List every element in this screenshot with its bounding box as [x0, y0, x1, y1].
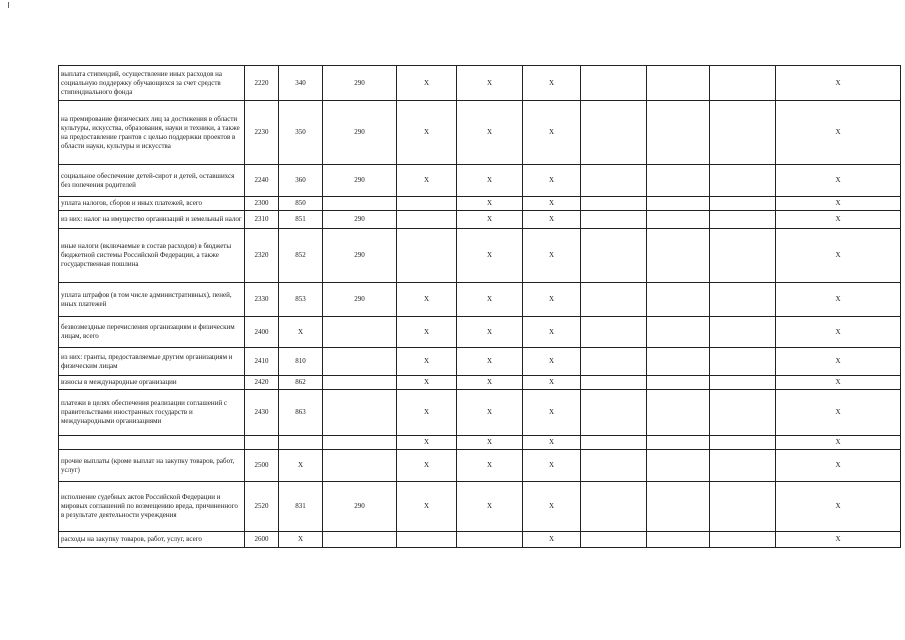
- row-line-code: 2240: [245, 165, 279, 197]
- row-col-10: [710, 532, 776, 548]
- row-col-7: X: [523, 450, 581, 482]
- row-col-5: X: [397, 66, 457, 101]
- table-body: [59, 66, 901, 548]
- row-code-2: [323, 450, 397, 482]
- row-code-2: [323, 532, 397, 548]
- row-col-10: [710, 165, 776, 197]
- table-row: [59, 197, 901, 211]
- row-col-6: X: [457, 317, 523, 348]
- row-col-7: X: [523, 376, 581, 390]
- row-col-6: X: [457, 229, 523, 283]
- row-code-2: 290: [323, 165, 397, 197]
- row-col-11: X: [776, 436, 901, 450]
- row-col-8: [581, 390, 647, 436]
- row-col-10: [710, 211, 776, 229]
- row-col-7: X: [523, 197, 581, 211]
- row-col-11: X: [776, 450, 901, 482]
- row-line-code: 2300: [245, 197, 279, 211]
- row-col-11: X: [776, 211, 901, 229]
- row-col-8: [581, 450, 647, 482]
- row-col-8: [581, 197, 647, 211]
- row-col-7: X: [523, 211, 581, 229]
- row-col-10: [710, 390, 776, 436]
- row-code-1: 862: [279, 376, 323, 390]
- row-col-8: [581, 376, 647, 390]
- row-col-6: X: [457, 197, 523, 211]
- row-col-5: X: [397, 436, 457, 450]
- table-row: [59, 390, 901, 436]
- table-row: [59, 348, 901, 376]
- row-col-9: [647, 532, 710, 548]
- row-col-9: [647, 165, 710, 197]
- row-col-7: X: [523, 229, 581, 283]
- row-col-5: [397, 197, 457, 211]
- row-code-2: [323, 436, 397, 450]
- row-col-10: [710, 317, 776, 348]
- row-col-7: X: [523, 348, 581, 376]
- row-code-1: 853: [279, 283, 323, 317]
- row-line-code: 2500: [245, 450, 279, 482]
- page-edge-mark: [8, 2, 9, 8]
- row-name: исполнение судебных актов Российской Федерации и мировых соглашений по возмещению вреда, причиненного в результате деятельности учреждения: [59, 482, 245, 532]
- row-col-10: [710, 229, 776, 283]
- row-col-10: [710, 66, 776, 101]
- row-code-1: X: [279, 532, 323, 548]
- row-name: [59, 436, 245, 450]
- row-name: безвозмездные перечисления организациям и физическим лицам, всего: [59, 317, 245, 348]
- row-col-5: X: [397, 450, 457, 482]
- table-row: [59, 165, 901, 197]
- row-line-code: 2310: [245, 211, 279, 229]
- row-col-8: [581, 66, 647, 101]
- row-col-5: X: [397, 165, 457, 197]
- row-col-11: X: [776, 283, 901, 317]
- row-col-8: [581, 317, 647, 348]
- row-col-6: X: [457, 436, 523, 450]
- row-col-10: [710, 376, 776, 390]
- row-name: уплата налогов, сборов и иных платежей, всего: [59, 197, 245, 211]
- row-col-6: X: [457, 211, 523, 229]
- row-col-11: X: [776, 390, 901, 436]
- row-col-7: X: [523, 317, 581, 348]
- row-col-7: X: [523, 390, 581, 436]
- row-code-2: [323, 348, 397, 376]
- row-line-code: 2420: [245, 376, 279, 390]
- row-code-2: [323, 376, 397, 390]
- row-col-7: X: [523, 482, 581, 532]
- row-col-6: X: [457, 348, 523, 376]
- row-col-9: [647, 229, 710, 283]
- row-col-6: X: [457, 390, 523, 436]
- row-col-7: X: [523, 436, 581, 450]
- row-name: социальное обеспечение детей-сирот и детей, оставшихся без попечения родителей: [59, 165, 245, 197]
- row-name: уплата штрафов (в том числе административных), пеней, иных платежей: [59, 283, 245, 317]
- row-line-code: [245, 436, 279, 450]
- row-col-9: [647, 317, 710, 348]
- table-row: [59, 211, 901, 229]
- row-col-10: [710, 450, 776, 482]
- row-col-8: [581, 482, 647, 532]
- row-col-9: [647, 283, 710, 317]
- row-col-6: X: [457, 165, 523, 197]
- table-row: [59, 482, 901, 532]
- row-col-11: X: [776, 101, 901, 165]
- row-col-5: X: [397, 317, 457, 348]
- row-col-11: X: [776, 66, 901, 101]
- row-col-7: X: [523, 532, 581, 548]
- row-col-8: [581, 436, 647, 450]
- row-line-code: 2430: [245, 390, 279, 436]
- row-col-11: X: [776, 482, 901, 532]
- row-col-10: [710, 197, 776, 211]
- row-col-7: X: [523, 101, 581, 165]
- row-col-9: [647, 376, 710, 390]
- row-name: расходы на закупку товаров, работ, услуг, всего: [59, 532, 245, 548]
- row-name: из них: гранты, предоставляемые другим организациям и физическим лицам: [59, 348, 245, 376]
- row-line-code: 2520: [245, 482, 279, 532]
- row-code-1: 810: [279, 348, 323, 376]
- table-row: [59, 436, 901, 450]
- row-code-2: 290: [323, 283, 397, 317]
- row-col-7: X: [523, 283, 581, 317]
- row-col-9: [647, 101, 710, 165]
- row-line-code: 2400: [245, 317, 279, 348]
- row-code-2: 290: [323, 482, 397, 532]
- row-col-5: X: [397, 101, 457, 165]
- row-col-5: X: [397, 482, 457, 532]
- row-code-2: [323, 317, 397, 348]
- table-row: [59, 66, 901, 101]
- row-col-9: [647, 482, 710, 532]
- row-col-9: [647, 390, 710, 436]
- row-col-9: [647, 450, 710, 482]
- row-code-1: 360: [279, 165, 323, 197]
- row-col-11: X: [776, 532, 901, 548]
- row-line-code: 2330: [245, 283, 279, 317]
- row-col-9: [647, 436, 710, 450]
- row-line-code: 2220: [245, 66, 279, 101]
- row-code-1: 852: [279, 229, 323, 283]
- row-line-code: 2230: [245, 101, 279, 165]
- row-col-5: [397, 211, 457, 229]
- row-col-6: X: [457, 450, 523, 482]
- row-code-2: [323, 390, 397, 436]
- row-code-1: X: [279, 317, 323, 348]
- row-col-11: X: [776, 165, 901, 197]
- row-col-11: X: [776, 197, 901, 211]
- row-col-9: [647, 348, 710, 376]
- row-code-1: 350: [279, 101, 323, 165]
- row-col-11: X: [776, 376, 901, 390]
- row-line-code: 2320: [245, 229, 279, 283]
- row-line-code: 2600: [245, 532, 279, 548]
- row-name: платежи в целях обеспечения реализации соглашений с правительствами иностранных государств и международными организациями: [59, 390, 245, 436]
- row-col-9: [647, 197, 710, 211]
- row-name: иные налоги (включаемые в состав расходов) в бюджеты бюджетной системы Российской Федерации, а также государственная пошлина: [59, 229, 245, 283]
- row-col-5: [397, 229, 457, 283]
- row-col-8: [581, 211, 647, 229]
- row-name: из них: налог на имущество организаций и земельный налог: [59, 211, 245, 229]
- row-line-code: 2410: [245, 348, 279, 376]
- table-row: [59, 283, 901, 317]
- row-name: на премирование физических лиц за достижения в области культуры, искусства, образования, науки и техники, а также на предоставление грантов с целью поддержки проектов в области науки, культуры и искусства: [59, 101, 245, 165]
- row-col-6: X: [457, 66, 523, 101]
- row-col-7: X: [523, 66, 581, 101]
- row-code-1: 850: [279, 197, 323, 211]
- row-name: взносы в международные организации: [59, 376, 245, 390]
- row-code-1: 851: [279, 211, 323, 229]
- row-code-2: 290: [323, 229, 397, 283]
- row-col-6: X: [457, 283, 523, 317]
- row-col-10: [710, 101, 776, 165]
- row-col-5: X: [397, 283, 457, 317]
- row-col-8: [581, 229, 647, 283]
- row-col-10: [710, 482, 776, 532]
- row-col-5: X: [397, 390, 457, 436]
- row-col-10: [710, 348, 776, 376]
- row-col-8: [581, 532, 647, 548]
- row-name: прочие выплаты (кроме выплат на закупку товаров, работ, услуг): [59, 450, 245, 482]
- row-col-7: X: [523, 165, 581, 197]
- table-row: [59, 376, 901, 390]
- row-code-1: [279, 436, 323, 450]
- row-code-2: 290: [323, 66, 397, 101]
- row-col-6: X: [457, 101, 523, 165]
- row-col-6: [457, 532, 523, 548]
- table-row: [59, 229, 901, 283]
- row-col-6: X: [457, 376, 523, 390]
- row-col-5: X: [397, 348, 457, 376]
- row-name: выплата стипендий, осуществление иных расходов на социальную поддержку обучающихся за счет средств стипендиального фонда: [59, 66, 245, 101]
- expenses-table: [58, 65, 901, 548]
- table-row: [59, 532, 901, 548]
- row-col-8: [581, 165, 647, 197]
- row-col-8: [581, 348, 647, 376]
- row-code-2: 290: [323, 211, 397, 229]
- table-row: [59, 101, 901, 165]
- row-col-5: X: [397, 376, 457, 390]
- row-col-9: [647, 66, 710, 101]
- row-col-5: [397, 532, 457, 548]
- table-row: [59, 317, 901, 348]
- row-col-6: X: [457, 482, 523, 532]
- row-col-11: X: [776, 229, 901, 283]
- row-col-10: [710, 436, 776, 450]
- row-col-11: X: [776, 348, 901, 376]
- row-code-1: X: [279, 450, 323, 482]
- row-col-9: [647, 211, 710, 229]
- row-code-1: 831: [279, 482, 323, 532]
- row-code-2: [323, 197, 397, 211]
- row-col-8: [581, 283, 647, 317]
- row-code-2: 290: [323, 101, 397, 165]
- row-col-11: X: [776, 317, 901, 348]
- row-code-1: 863: [279, 390, 323, 436]
- table-row: [59, 450, 901, 482]
- row-code-1: 340: [279, 66, 323, 101]
- row-col-8: [581, 101, 647, 165]
- row-col-10: [710, 283, 776, 317]
